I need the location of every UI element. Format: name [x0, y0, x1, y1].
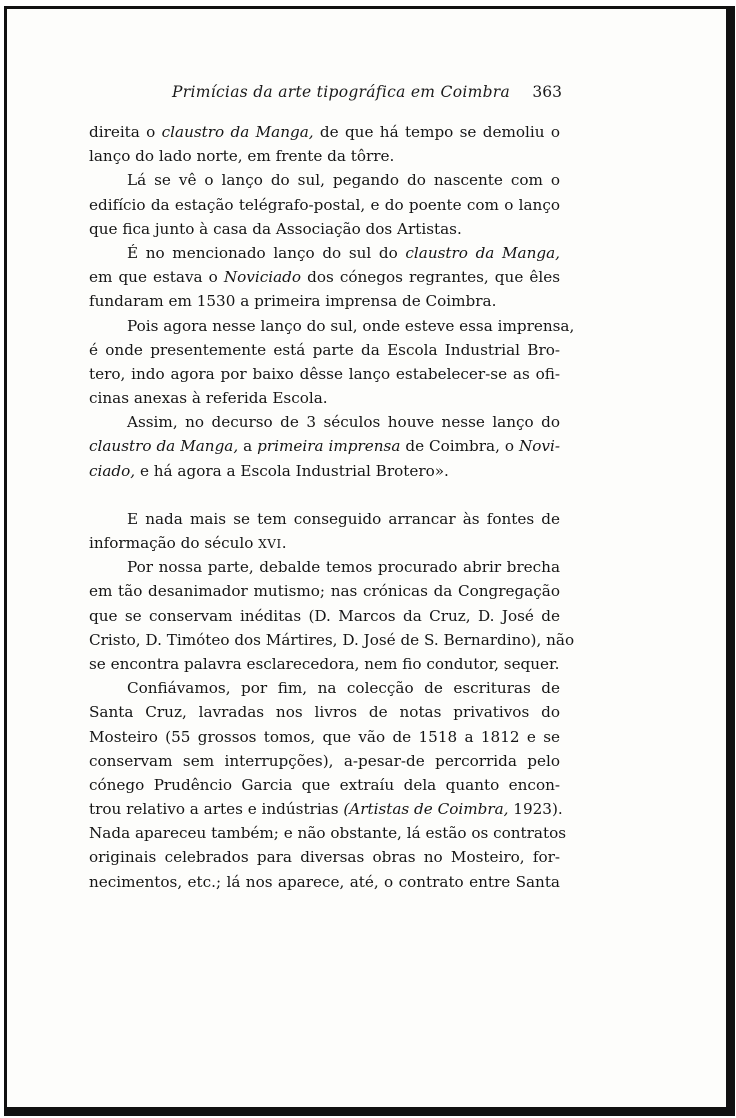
text-run: conservam sem interrupções), a-pesar-de percorrida pelo — [89, 751, 560, 770]
text-line — [89, 725, 560, 749]
text-run: em que estava o — [89, 268, 224, 287]
text-run: edifício da estação telégrafo-postal, e do poente com o lanço — [89, 195, 560, 214]
italic-text: (Artistas de Coimbra, — [343, 800, 509, 819]
text-run: em tão desanimador mutismo; nas crónicas da Congregação — [89, 582, 560, 601]
text-run: . — [281, 534, 287, 552]
body-text — [89, 120, 575, 894]
text-run: Cristo, D. Timóteo dos Mártires, D. José de S. Bernardino), não — [89, 630, 575, 649]
text-run: Mosteiro (55 grossos tomos, que vão de 1518 a 1812 e se — [89, 727, 560, 746]
text-run: se encontra palavra esclarecedora, nem fio condutor, sequer. — [89, 654, 560, 673]
text-run: cinas anexas à referida Escola. — [89, 389, 328, 408]
text-run: necimentos, etc.; lá nos aparece, até, o contrato entre Santa — [89, 872, 560, 891]
text-line — [89, 193, 560, 217]
text-run: de que há tempo se demoliu o — [313, 123, 560, 141]
page-number: 363 — [532, 83, 562, 101]
text-run: que fica junto à casa da Associação dos Artistas. — [89, 219, 462, 238]
text-run: dos cónegos regrantes, que êles — [301, 268, 560, 287]
text-run: trou relativo a artes e indústrias — [89, 800, 344, 819]
text-run: cónego Prudêncio Garcia que extraíu dela quanto encon- — [89, 775, 560, 794]
text-line — [89, 265, 560, 289]
text-line — [89, 652, 560, 676]
text-line — [89, 217, 560, 241]
italic-text: Noviciado — [223, 268, 302, 287]
text-run: Lá se vê o lanço do sul, pegando do nascente com o — [127, 171, 560, 190]
text-run: E nada mais se tem conseguido arrancar às fontes de — [127, 509, 560, 528]
italic-text: claustro da Manga, — [89, 437, 239, 456]
running-header — [172, 83, 562, 107]
text-run: Assim, no decurso de 3 séculos houve nesse lanço do — [127, 413, 560, 432]
paragraph-start — [89, 676, 560, 700]
italic-text: Novi- — [518, 437, 560, 456]
smallcaps-text: XVI — [258, 537, 282, 551]
text-line — [89, 628, 575, 652]
text-line — [89, 749, 560, 773]
paragraph-start — [89, 555, 560, 579]
text-run: de Coimbra, o — [400, 437, 519, 456]
text-run: Por nossa parte, debalde temos procurado abrir brecha — [127, 558, 560, 577]
text-run: Santa Cruz, lavradas nos livros de notas privativos do — [89, 703, 560, 722]
text-run: que se conservam inéditas (D. Marcos da Cruz, D. José de — [89, 606, 560, 625]
text-line — [89, 386, 560, 410]
text-line — [89, 362, 560, 386]
italic-text: claustro da Manga, — [161, 123, 314, 141]
text-line — [89, 459, 560, 483]
text-line — [89, 870, 560, 894]
text-run: informação do século — [89, 534, 259, 552]
text-line — [89, 773, 560, 797]
text-run: tero, indo agora por baixo dêsse lanço estabelecer-se as ofi- — [89, 364, 560, 383]
text-line — [89, 821, 567, 845]
text-run: a — [238, 437, 258, 456]
italic-text: primeira imprensa — [257, 437, 401, 456]
italic-text: claustro da Manga, — [405, 243, 560, 262]
text-line — [89, 845, 560, 869]
paragraph-start — [89, 507, 560, 531]
italic-text: ciado, — [89, 461, 136, 480]
running-title: Primícias da arte tipográfica em Coimbra — [172, 83, 511, 101]
text-line — [89, 338, 560, 362]
text-line — [89, 289, 560, 313]
text-run: originais celebrados para diversas obras no Mosteiro, for- — [89, 848, 560, 867]
paragraph-start — [89, 168, 560, 192]
text-line — [89, 797, 563, 821]
text-run: e há agora a Escola Industrial Brotero». — [135, 461, 449, 480]
text-line — [89, 579, 560, 603]
text-line — [89, 144, 560, 168]
text-line — [89, 700, 560, 724]
text-run: Nada apareceu também; e não obstante, lá estão os contratos — [89, 824, 567, 843]
text-line — [89, 434, 560, 458]
text-run: é onde presentemente está parte da Escola Industrial Bro- — [89, 340, 560, 359]
text-run: Pois agora nesse lanço do sul, onde esteve essa imprensa, — [127, 316, 575, 335]
text-run: 1923). — [508, 800, 563, 819]
text-run: É no mencionado lanço do sul do — [127, 243, 406, 262]
text-line — [89, 120, 560, 144]
text-run: Confiávamos, por fim, na colecção de escrituras de — [127, 679, 560, 698]
paragraph-start — [89, 314, 575, 338]
text-line — [89, 604, 560, 628]
text-run: direita o — [89, 123, 162, 141]
text-run: fundaram em 1530 a primeira imprensa de Coimbra. — [89, 292, 497, 311]
text-run: lanço do lado norte, em frente da tôrre. — [89, 147, 395, 166]
section-gap — [89, 483, 560, 507]
paragraph-start — [89, 241, 560, 265]
paragraph-start — [89, 410, 560, 434]
text-line — [89, 531, 560, 555]
